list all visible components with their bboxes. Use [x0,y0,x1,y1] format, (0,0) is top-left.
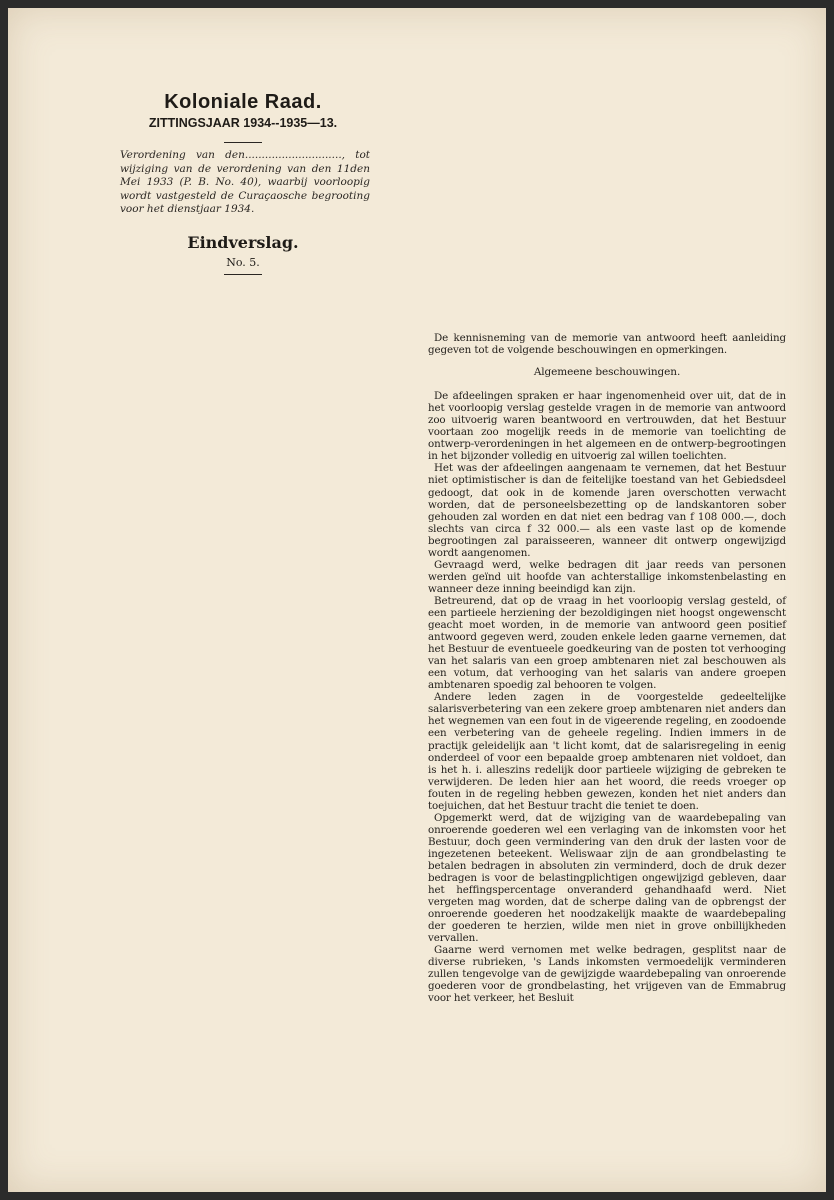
report-body [428,332,786,1005]
header-divider [224,142,262,143]
body-paragraph: Gaarne werd vernomen met welke bedragen, gesplitst naar de diverse rubrieken, 's Lands inkomsten vermoedelijk verminderen zullen tengevolge van de gewijzigde waardebepaling van onroerende goederen voor de grondbelasting, het vrijgeven van de Emmabrug voor het verkeer, het Besluit [428,944,786,1005]
report-number: No. 5. [226,255,260,269]
ordinance-description: Verordening van den............................., tot wijziging van de verordening van den 11den Mei 1933 (P. B. No. 40), waarbij voorloopig wordt vastgesteld de Curaçaosche begrooting voor het dienstjaar 1934. [120,149,370,216]
body-paragraph: Het was der afdeelingen aangenaam te vernemen, dat het Bestuur niet optimistischer is dan de feitelijke toestand van het Gebiedsdeel gedoogt, dat ook in de komende jaren overschotten verwacht worden, dat de personeelsbezetting op de landskantoren sober gehouden zal worden en dat niet een bedrag van f 108 000.—, doch slechts van circa f 32 000.— als een vaste last op de komende begrootingen zal paraisseeren, wanneer dit ontwerp ongewijzigd wordt aangenomen. [428,462,786,559]
body-paragraph: De afdeelingen spraken er haar ingenomenheid over uit, dat de in het voorloopig verslag gestelde vragen in de memorie van antwoord zoo uitvoerig waren beantwoord en vertrouwden, dat het Bestuur voortaan zoo mogelijk reeds in de memorie van toelichting de ontwerp-verordeningen in het algemeen en de ontwerp-begrootingen in het bijzonder volledig en uitvoerig zal willen toelichten. [428,390,786,463]
document-header [108,90,378,275]
council-title: Koloniale Raad. [164,91,322,113]
intro-paragraph: De kennisneming van de memorie van antwoord heeft aanleiding gegeven tot de volgende beschouwingen en opmerkingen. [428,332,786,357]
document-page [8,8,826,1192]
body-paragraph: Gevraagd werd, welke bedragen dit jaar reeds van personen werden geïnd uit hoofde van achterstallige inkomstenbelasting en wanneer deze inning beeindigd kan zijn. [428,558,786,595]
body-paragraph: Opgemerkt werd, dat de wijziging van de waardebepaling van onroerende goederen wel een verlaging van de inkomsten voor het Bestuur, doch geen vermindering van den druk der lasten voor de ingezetenen beteekent. Weliswaar zijn de aan grondbelasting te betalen bedragen in absoluten zin verminderd, doch de druk dezer bedragen is voor de belastingplichtigen ongewijzigd gebleven, daar het heffingspercentage onveranderd gehandhaafd werd. Niet vergeten mag worden, dat de scherpe daling van de opbrengst der onroerende goederen het noodzakelijk maakte de waardebepaling der goederen te herzien, wilde men niet in grove onbillijkheden vervallen. [428,811,786,945]
section-heading: Algemeene beschouwingen. [533,366,681,379]
body-paragraph: Betreurend, dat op de vraag in het voorloopig verslag gesteld, of een partieele herziening der bezoldigingen niet hoogst ongewenscht geacht moet worden, in de memorie van antwoord geen positief antwoord gegeven werd, zouden enkele leden gaarne vernemen, dat het Bestuur de eventueele goedkeuring van de posten tot verhooging van het salaris van een groep ambtenaren niet zal beschouwen als een votum, dat verhooging van het salaris van andere groepen ambtenaren spoedig zal behooren te volgen. [428,594,786,692]
body-paragraph: Andere leden zagen in de voorgestelde gedeeltelijke salarisverbetering van een zekere groep ambtenaren niet anders dan het wegnemen van een fout in de vigeerende regeling, en zoodoende een verbetering van de geheele regeling. Indien immers in de practijk geleidelijk aan 't licht komt, dat de salarisregeling in eenig onderdeel of voor een bepaalde groep ambtenaren niet voldoet, dan is het h. i. alleszins redelijk door partieele wijziging de gebreken te verwijderen. De leden hier aan het woord, die reeds vroeger op fouten in de regeling hebben gewezen, konden het niet anders dan toejuichen, dat het Bestuur tracht die teniet te doen. [428,691,786,812]
report-type: Eindverslag. [187,232,299,252]
session-year: ZITTINGSJAAR 1934--1935—13. [148,116,338,130]
number-divider [224,274,262,275]
